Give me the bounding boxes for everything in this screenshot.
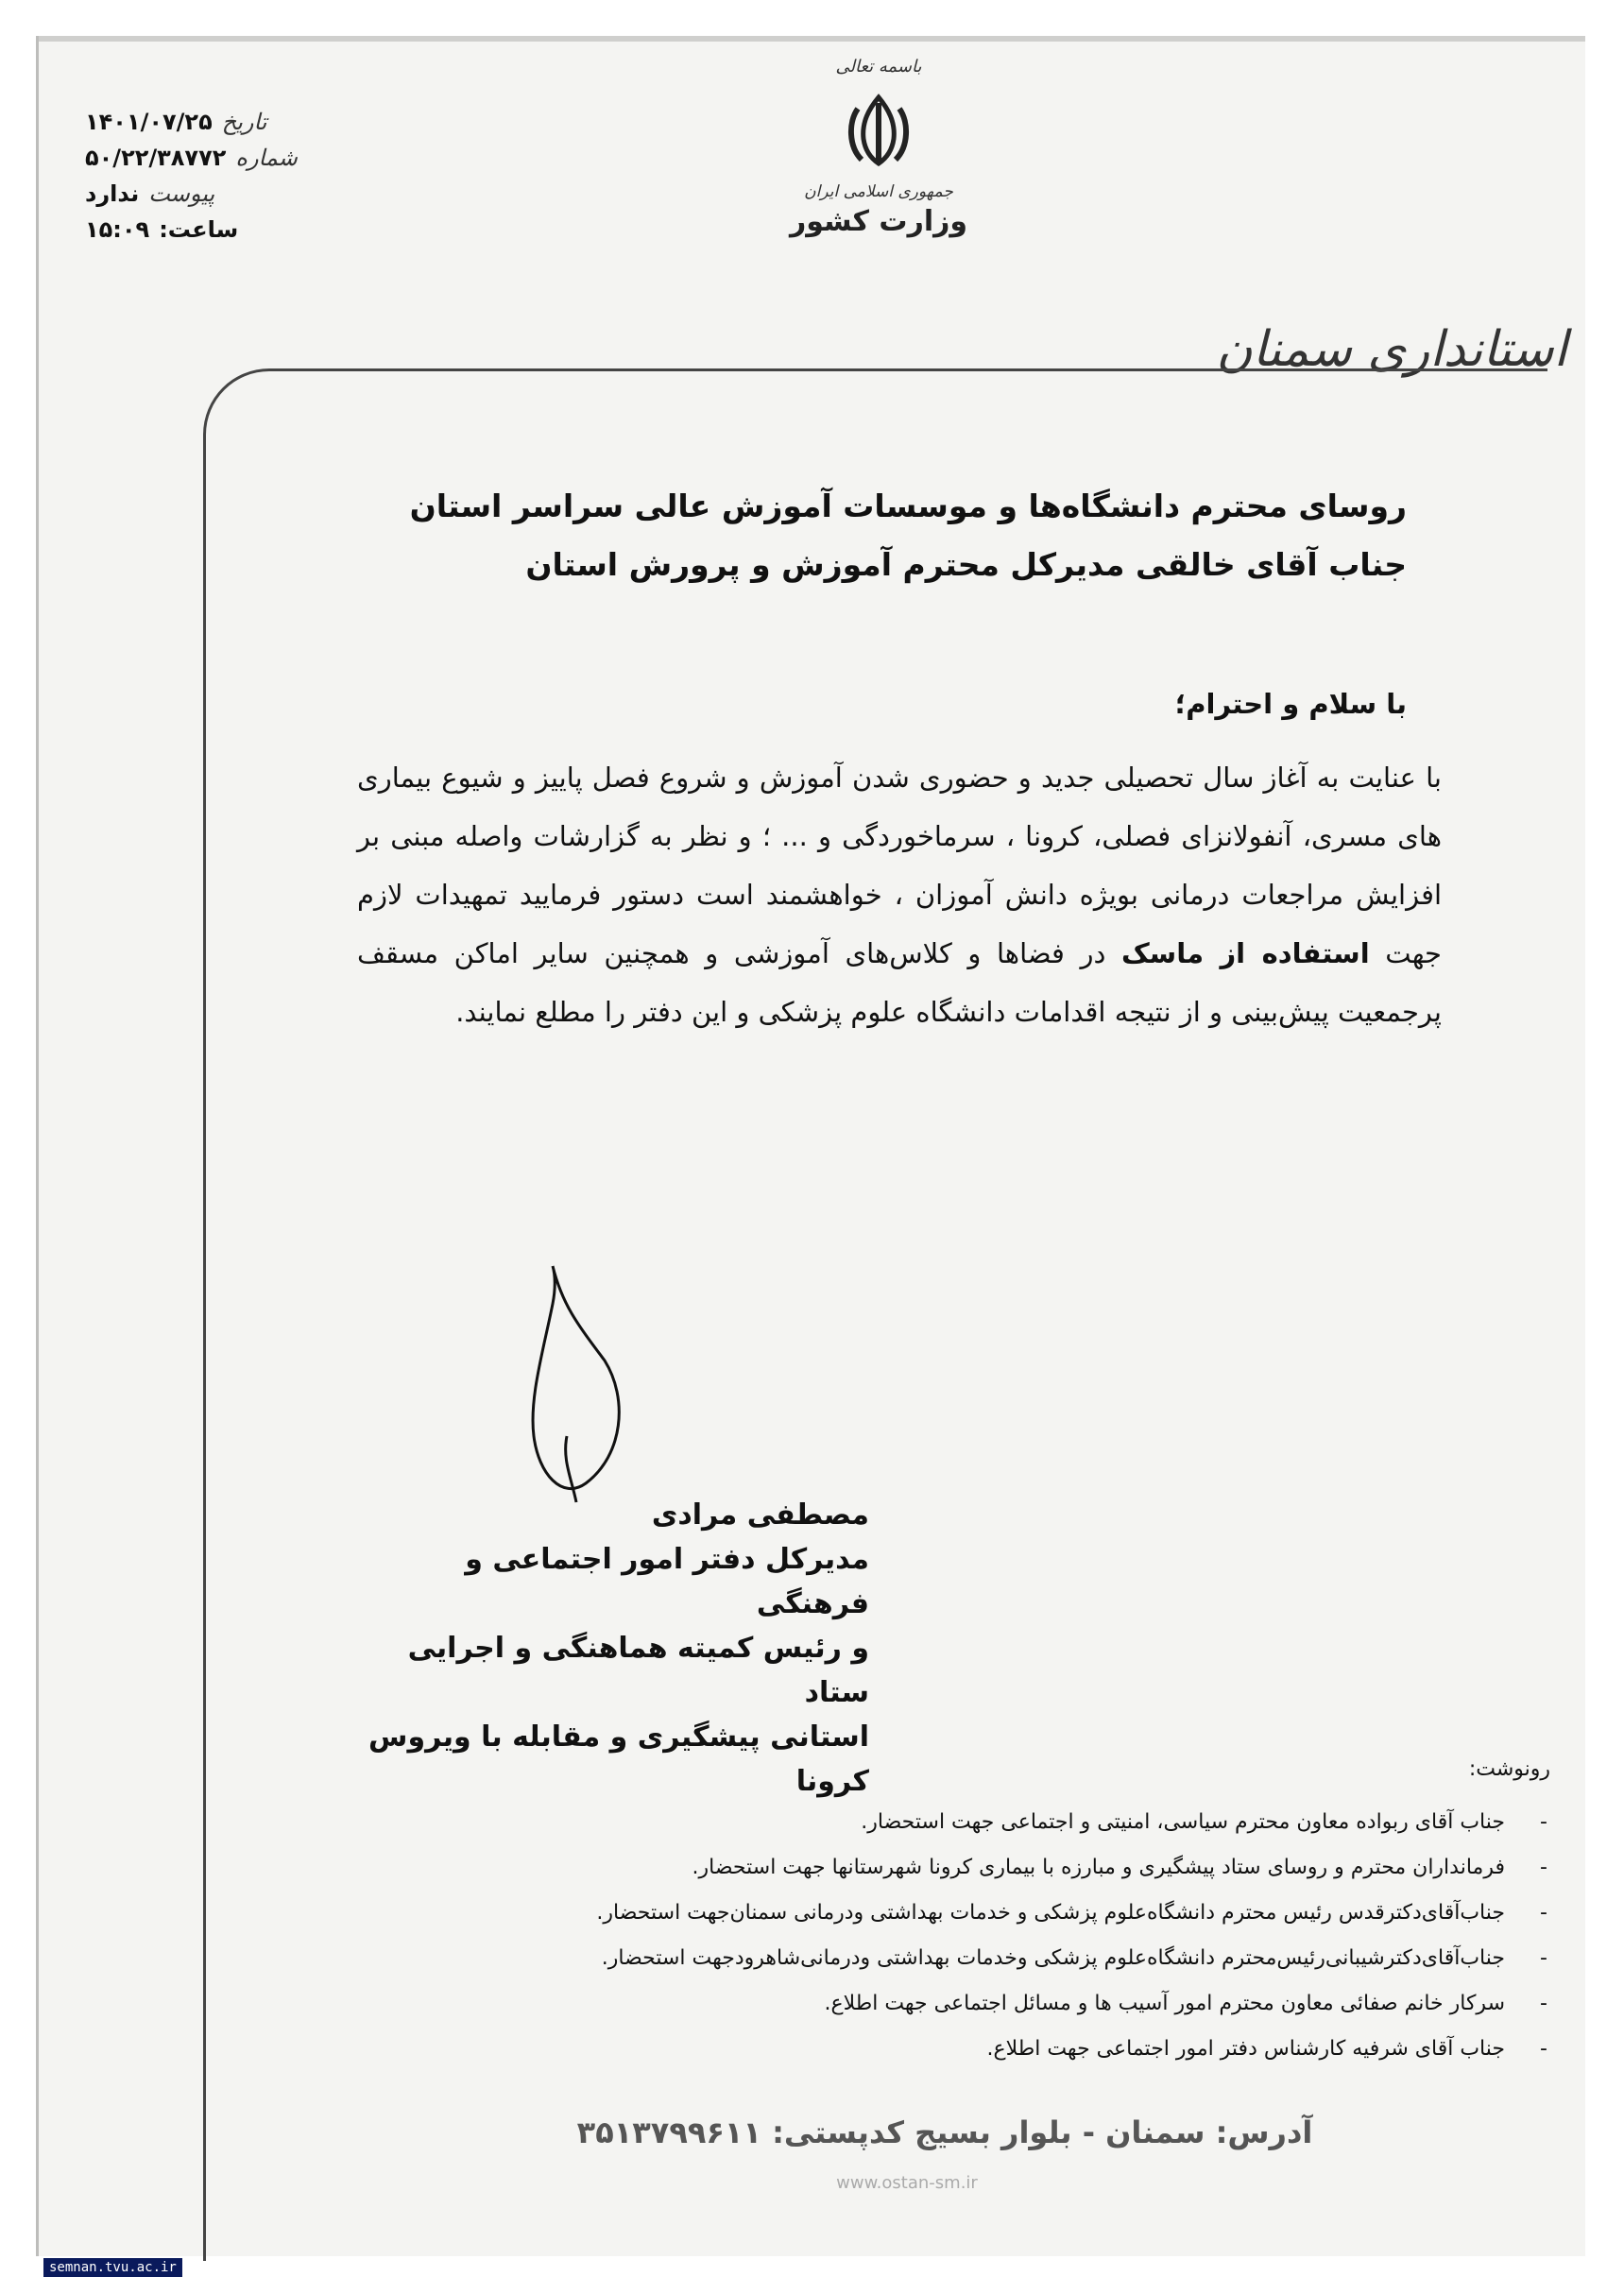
letterhead (756, 57, 1001, 238)
recipient-line: جناب آقای خالقی مدیرکل محترم آموزش و پرورش استان (525, 546, 1407, 583)
body-text-emphasis: استفاده از ماسک (1120, 937, 1370, 969)
scan-shadow-left (36, 36, 39, 2256)
handwritten-signature (472, 1247, 680, 1521)
signer-title: و رئیس کمیته هماهنگی و اجرایی ستاد (407, 1632, 869, 1709)
cc-item-text: جناب آقای شرفیه کارشناس دفتر امور اجتماعی جهت اطلاع. (986, 2037, 1505, 2061)
signer-block (359, 1493, 869, 1804)
iran-emblem-icon (841, 90, 916, 175)
list-item: - جناب‌آقای‌دکترشیبانی‌رئیس‌محترم دانشگاه‌علوم پزشکی وخدمات بهداشتی ودرمانی‌شاهرودجهت استحضار. (322, 1936, 1550, 1981)
bismillah-text: باسمه تعالی (835, 57, 922, 77)
list-item: - جناب آقای شرفیه کارشناس دفتر امور اجتماعی جهت اطلاع. (322, 2027, 1550, 2072)
scan-shadow-top (36, 36, 1585, 42)
province-office-title: استانداری سمنان (1216, 321, 1567, 378)
letter-metadata (85, 104, 368, 248)
watermark-link[interactable]: semnan.tvu.ac.ir (43, 2258, 182, 2277)
footer-website: www.ostan-sm.ir (836, 2173, 978, 2193)
cc-list (322, 1800, 1550, 2072)
cc-item-text: جناب آقای ربواده معاون محترم سیاسی، امنیتی و اجتماعی جهت استحضار. (861, 1810, 1505, 1834)
time-label: ساعت: (159, 216, 239, 243)
recipients (179, 477, 1407, 594)
attachment-value: ندارد (85, 180, 140, 207)
footer-address: آدرس: سمنان - بلوار بسیج کدپستی: ۳۵۱۳۷۹۹۶۱۱ (576, 2114, 1313, 2150)
recipient-line: روسای محترم دانشگاه‌ها و موسسات آموزش عالی سراسر استان (409, 488, 1407, 524)
signer-name: مصطفی مرادی (651, 1498, 869, 1532)
date-label: تاریخ (221, 109, 267, 135)
list-item: - جناب آقای ربواده معاون محترم سیاسی، امنیتی و اجتماعی جهت استحضار. (322, 1800, 1550, 1845)
signer-title: استانی پیشگیری و مقابله با ویروس کرونا (368, 1720, 869, 1798)
list-item: - فرمانداران محترم و روسای ستاد پیشگیری و مبارزه با بیماری کرونا شهرستانها جهت استحضار. (322, 1845, 1550, 1891)
number-value: ۵۰/۲۲/۳۸۷۷۲ (85, 145, 227, 171)
date-row (85, 104, 368, 140)
number-label: شماره (235, 145, 298, 171)
date-value: ۱۴۰۱/۰۷/۲۵ (85, 109, 213, 135)
cc-item-text: جناب‌آقای‌دکترقدس رئیس محترم دانشگاه‌علوم پزشکی و خدمات بهداشتی ودرمانی سمنان‌جهت استحضار. (596, 1901, 1505, 1925)
government-name: جمهوری اسلامی ایران (804, 182, 953, 201)
body-text-part: در فضاها و کلاس‌های آموزشی و همچنین سایر اماکن مسقف پرجمعیت پیش‌بینی و از نتیجه اقدامات دانشگاه علوم پزشکی و این دفتر را مطلع نمایند. (357, 937, 1442, 1028)
number-row (85, 140, 368, 176)
letter-body (357, 748, 1442, 1041)
time-value: ۱۵:۰۹ (85, 216, 150, 243)
cc-item-text: جناب‌آقای‌دکترشیبانی‌رئیس‌محترم دانشگاه‌علوم پزشکی وخدمات بهداشتی ودرمانی‌شاهرودجهت استحضار. (601, 1946, 1505, 1970)
cc-item-text: فرمانداران محترم و روسای ستاد پیشگیری و مبارزه با بیماری کرونا شهرستانها جهت استحضار. (692, 1856, 1505, 1879)
list-item: - سرکار خانم صفائی معاون محترم امور آسیب ها و مسائل اجتماعی جهت اطلاع. (322, 1981, 1550, 2027)
greeting: با سلام و احترام؛ (1174, 688, 1407, 720)
signer-title: مدیرکل دفتر امور اجتماعی و فرهنگی (465, 1543, 869, 1620)
body-text-part: با عنایت به آغاز سال تحصیلی جدید و حضوری شدن آموزش و شروع فصل پاییز و شیوع بیماری های مسری، آنفولانزای فصلی، کرونا ، سرماخوردگی و ... ؛ و نظر به گزارشات واصله مبنی بر افزایش مراجعات درمانی بویژه دانش آموزان ، خواهشمند است دستور فرمایید تمهیدات لازم جهت (357, 762, 1442, 969)
cc-item-text: سرکار خانم صفائی معاون محترم امور آسیب ها و مسائل اجتماعی جهت اطلاع. (824, 1992, 1505, 2015)
ministry-name: وزارت کشور (789, 205, 968, 238)
list-item: - جناب‌آقای‌دکترقدس رئیس محترم دانشگاه‌علوم پزشکی و خدمات بهداشتی ودرمانی سمنان‌جهت استحضار. (322, 1891, 1550, 1936)
cc-heading: رونوشت: (1468, 1757, 1550, 1781)
time-row (85, 212, 368, 248)
attachment-label: پیوست (148, 180, 215, 207)
attachment-row (85, 176, 368, 212)
